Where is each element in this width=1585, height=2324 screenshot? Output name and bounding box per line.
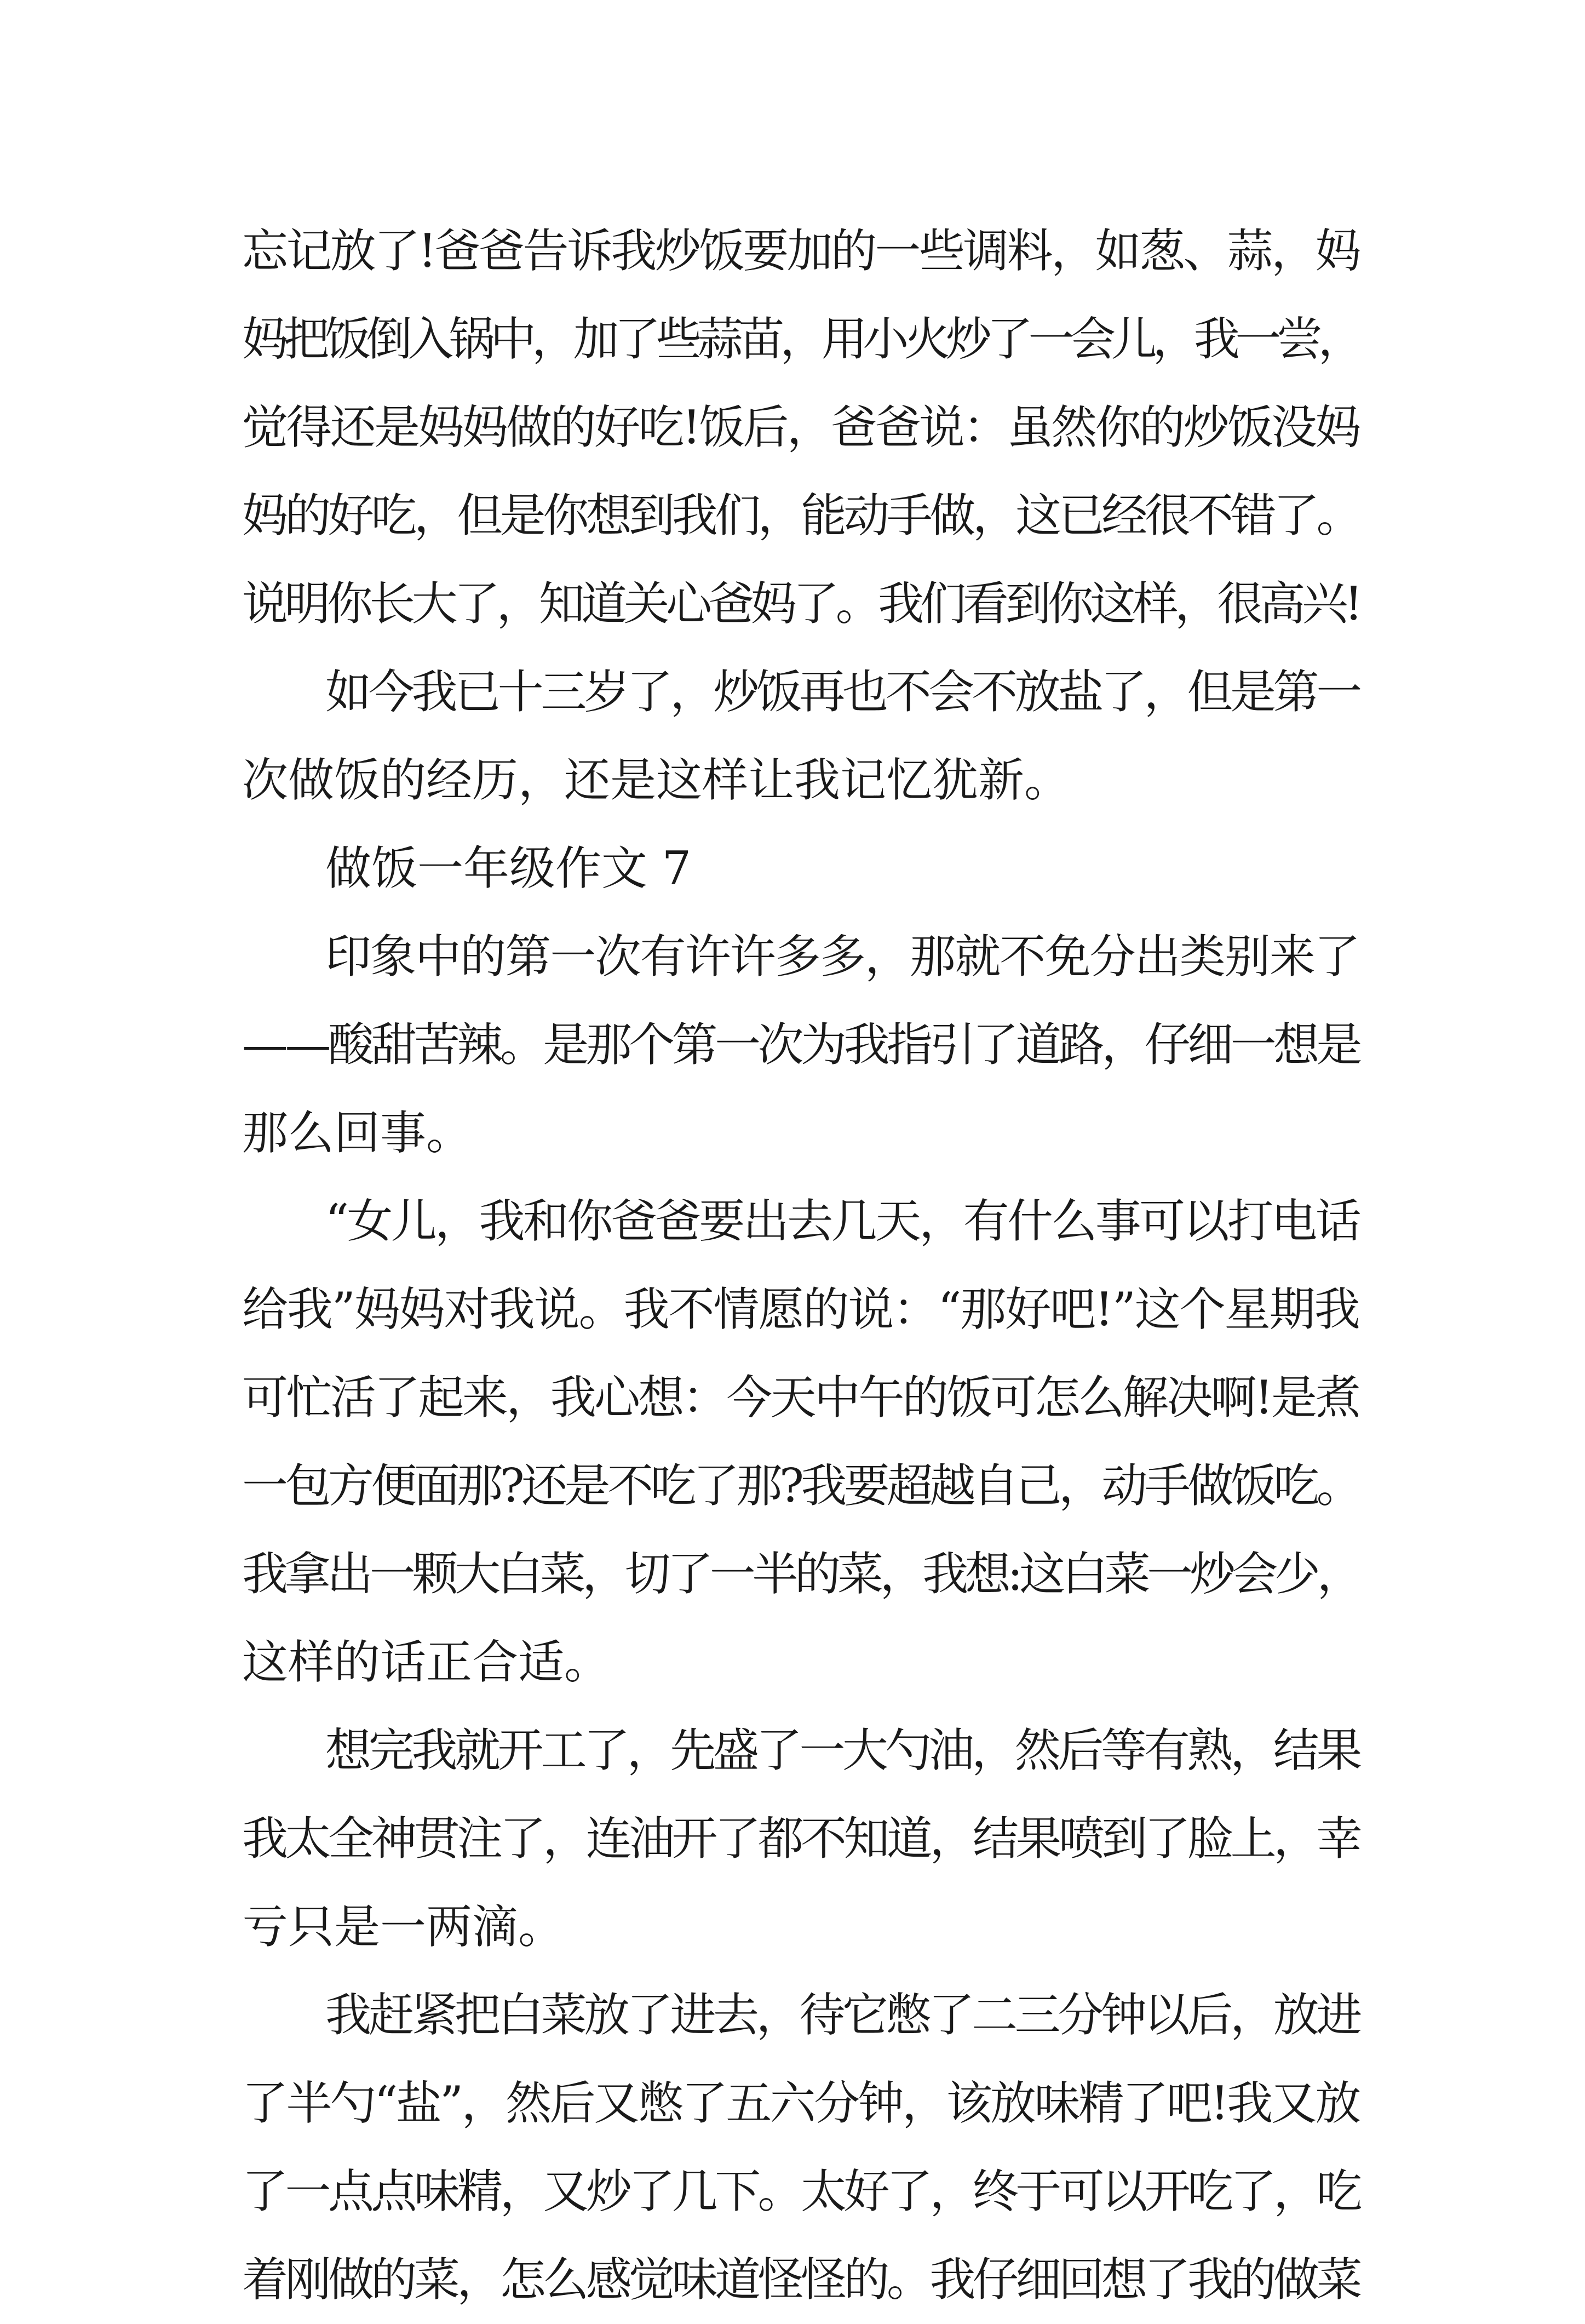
text-line: 说明你长大了，知道关心爸妈了。我们看到你这样，很高兴!	[242, 577, 1359, 631]
text-line: 妈的好吃，但是你想到我们，能动手做，这已经很不错了。	[242, 489, 1360, 542]
text-line: 着刚做的菜，怎么感觉味道怪怪的。我仔细回想了我的做菜	[242, 2253, 1360, 2306]
document-body	[242, 207, 1359, 2324]
text-line: “女儿，我和你爸爸要出去几天，有什么事可以打电话	[325, 1194, 1359, 1248]
text-line: 可忙活了起来，我心想：今天中午的饭可怎么解决啊!是煮	[242, 1371, 1359, 1424]
text-line: 那么回事。	[242, 1106, 473, 1160]
text-line: 一包方便面那?还是不吃了那?我要超越自己，动手做饭吃。	[242, 1459, 1360, 1513]
text-line: 觉得还是妈妈做的好吃!饭后，爸爸说：虽然你的炒饭没妈	[242, 400, 1359, 454]
text-line: 我拿出一颗大白菜，切了一半的菜，我想:这白菜一炒会少，	[242, 1547, 1360, 1601]
text-line: 我太全神贯注了，连油开了都不知道，结果喷到了脸上，幸	[242, 1812, 1360, 1865]
text-line: 妈把饭倒入锅中，加了些蒜苗，用小火炒了一会儿，我一尝，	[242, 312, 1360, 366]
text-line: 如今我已十三岁了，炒饭再也不会不放盐了，但是第一	[325, 665, 1360, 719]
text-line: 我赶紧把白菜放了进去，待它憋了二三分钟以后，放进	[325, 1988, 1360, 2042]
text-line: 这样的话正合适。	[242, 1635, 611, 1689]
text-line: 想完我就开工了，先盛了一大勺油，然后等有熟，结果	[325, 1724, 1360, 1777]
text-line: 做饭一年级作文 7	[325, 842, 692, 895]
text-line: 印象中的第一次有许许多多，那就不免分出类别来了	[325, 930, 1360, 983]
text-line: 忘记放了!爸爸告诉我炒饭要加的一些调料，如葱、蒜，妈	[242, 224, 1359, 278]
text-line: 次做饭的经历，还是这样让我记忆犹新。	[242, 753, 1071, 807]
text-line: 亏只是一两滴。	[242, 1900, 565, 1954]
text-line: 了一点点味精，又炒了几下。太好了，终于可以开吃了，吃	[242, 2165, 1360, 2218]
text-line: ——酸甜苦辣。是那个第一次为我指引了道路，仔细一想是	[242, 1018, 1360, 1072]
text-line: 给我”妈妈对我说。我不情愿的说：“那好吧!”这个星期我	[242, 1283, 1359, 1336]
text-line: 了半勺“盐”，然后又憋了五六分钟，该放味精了吧!我又放	[242, 2076, 1359, 2130]
